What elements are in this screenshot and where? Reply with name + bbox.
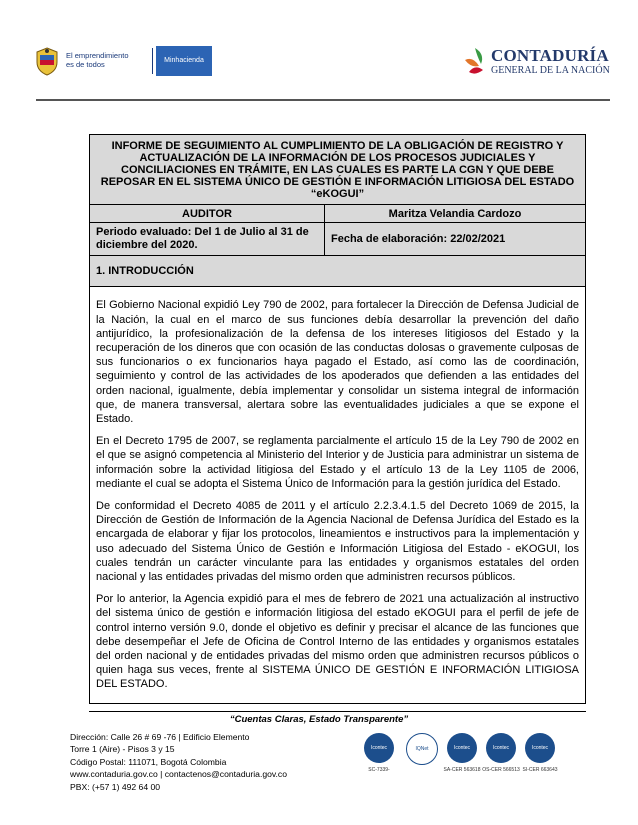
certification-badge: Icontec SA-CER 563618 [447, 733, 477, 783]
evaluation-period: Periodo evaluado: Del 1 de Julio al 31 de diciembre del 2020. [90, 223, 325, 256]
paragraph: El Gobierno Nacional expidió Ley 790 de 2002, para fortalecer la Dirección de Defensa Judicial de la Nación, la cual en el marco de sus funciones debía desarrollar la prevención del daño antijurídico, la profesionalización de la defensa de los intereses litigiosos del Estado y la recuperación de los dineros que con ocasión de las conductas dolosas o gravemente culposas de sus funcionarios o ex funcionarios haya pagado el Estado, así como las de coordinación, seguimiento y control de las actividades de los apoderados que defienden a las entidades del orden nacional, igualmente, debía implementar y consolidar un sistema integral de información que, de manera transversal, alertara sobre las eventualidades judiciales a que se expone el Estado. [96, 299, 579, 425]
paragraph: Por lo anterior, la Agencia expidió para el mes de febrero de 2021 una actualización al instructivo del sistema único de gestión e información litigiosa del estado eKOGUI para el perfil de jefe de control interno versión 9.0, donde el objetivo es definir y precisar el alcance de las funciones que debe desempeñar el Jefe de Oficina de Control Interno de las entidades y organismos estatales del orden nacional y de entidades privadas del mismo orden que administren recursos públicos o quien haga sus veces, frente al SISTEMA ÚNICO DE GESTIÓN E INFORMACIÓN LITIGIOSA DEL ESTADO. [96, 593, 579, 691]
report-table [89, 134, 586, 704]
certification-badge [406, 733, 436, 783]
report-title: INFORME DE SEGUIMIENTO AL CUMPLIMIENTO DE LA OBLIGACIÓN DE REGISTRO Y ACTUALIZACIÓN DE LA INFORMACIÓN DE LOS PROCESOS JUDICIALES Y CONCILIACIONES EN TRÁMITE, EN LAS CUALES ES PARTE LA CGN Y QUE DEBE REPOSAR EN EL SISTEMA ÚNICO DE GESTIÓN E INFORMACIÓN LITIGIOSA DEL ESTADO “eKOGUI” [90, 135, 586, 205]
footer-slogan: “Cuentas Claras, Estado Transparente” [229, 714, 409, 725]
cgn-logo [463, 46, 609, 78]
header-divider [36, 99, 610, 101]
address-line: Dirección: Calle 26 # 69 -76 | Edificio Elemento [70, 732, 250, 742]
address-line: Código Postal: 111071, Bogotá Colombia [70, 756, 227, 767]
phone-line: PBX: (+57 1) 492 64 00 [70, 781, 161, 792]
icontec-icon: Icontec [447, 733, 477, 763]
footer-divider [89, 711, 586, 712]
icontec-icon: Icontec [364, 733, 394, 763]
ministry-badge: Minhacienda [156, 46, 212, 76]
cgn-name: CONTADURÍA [491, 46, 609, 65]
gov-slogan: El emprendimiento es de todos [66, 51, 129, 69]
certification-badge: Icontec OS-CER 566513 [486, 733, 516, 783]
certification-badge: Icontec SC-7339- [364, 733, 394, 783]
address-line: Torre 1 (Aire) - Pisos 3 y 15 [70, 744, 175, 755]
contact-address [70, 731, 287, 793]
iqnet-icon: IQNet [406, 733, 438, 765]
elaboration-date: Fecha de elaboración: 22/02/2021 [325, 223, 586, 256]
government-logo [34, 46, 204, 76]
auditor-label: AUDITOR [90, 205, 325, 223]
auditor-name: Maritza Velandia Cardozo [325, 205, 586, 223]
coat-of-arms-icon [34, 46, 60, 76]
paragraph: En el Decreto 1795 de 2007, se reglamenta parcialmente el artículo 15 de la Ley 790 de 2002 en el que se asignó competencia al Ministerio del Interior y de Justicia para administrar un sistema de información sobre la actividad litigiosa del Estado y el artículo 13 de la Ley 1105 de 2006, mediante el cual se adopta el Sistema Único de Información para la gestión jurídica del Estado. [96, 435, 579, 490]
paragraph: De conformidad el Decreto 4085 de 2011 y el artículo 2.2.3.4.1.5 del Decreto 1069 de 2015, la Dirección de Gestión de Información de la Agencia Nacional de Defensa Jurídica del Estado es la encargada de elaborar y fijar los protocolos, lineamientos e instructivos para la implementación y uso adecuado del Sistema Único de Gestión e Información Litigiosa del Estado - eKOGUI, los cuales tendrán un carácter vinculante para las entidades y organismos estatales del orden nacional y las entidades privadas del mismo orden que administren recursos públicos. [96, 500, 579, 584]
icontec-icon: Icontec [486, 733, 516, 763]
website-email-line[interactable]: www.contaduria.gov.co | contactenos@contaduria.gov.co [70, 769, 288, 780]
section-heading: 1. INTRODUCCIÓN [90, 256, 586, 287]
introduction-body [90, 287, 586, 704]
cgn-subtitle: GENERAL DE LA NACIÓN [491, 65, 610, 76]
divider [152, 48, 153, 74]
certification-badge: Icontec SI-CER 663643 [525, 733, 555, 783]
icontec-icon: Icontec [525, 733, 555, 763]
cgn-leaf-icon [463, 46, 487, 78]
